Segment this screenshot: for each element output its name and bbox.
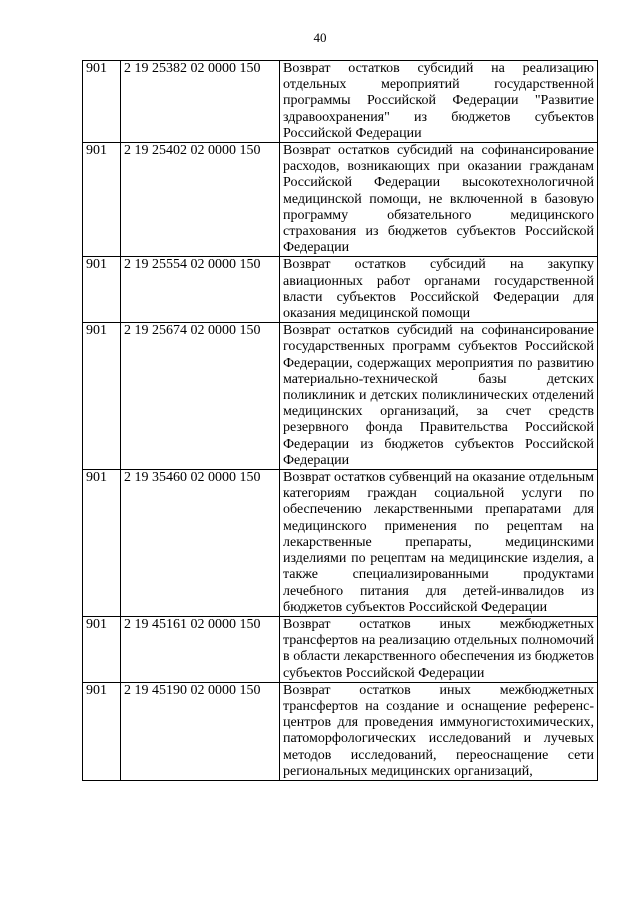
revenue-name-cell: Возврат остатков иных межбюджетных трансфертов на реализацию отдельных полномочий в области лекарственного обеспечения из бюджетов субъектов Российской Федерации bbox=[280, 616, 598, 682]
revenue-name-cell: Возврат остатков субсидий на софинансирование расходов, возникающих при оказании гражданам Российской Федерации высокотехнологичной медицинской помощи, не включенной в базовую программу обязательного медицинского страхования из бюджетов субъектов Российской Федерации bbox=[280, 143, 598, 257]
admin-code-cell: 901 bbox=[83, 257, 121, 323]
revenue-name-cell: Возврат остатков субсидий на софинансирование государственных программ субъектов Российской Федерации, содержащих мероприятия по развитию материально-технической базы детских поликлиник и детских поликлинических отделений медицинских организаций, за счет средств резервного фонда Правительства Российской Федерации из бюджетов субъектов Российской Федерации bbox=[280, 323, 598, 470]
budget-code-cell: 2 19 45161 02 0000 150 bbox=[121, 616, 280, 682]
table-row bbox=[83, 257, 598, 323]
budget-codes-table bbox=[82, 60, 598, 781]
admin-code-cell: 901 bbox=[83, 323, 121, 470]
budget-code-cell: 2 19 35460 02 0000 150 bbox=[121, 470, 280, 617]
budget-code-cell: 2 19 25674 02 0000 150 bbox=[121, 323, 280, 470]
admin-code-cell: 901 bbox=[83, 616, 121, 682]
revenue-name-cell: Возврат остатков иных межбюджетных трансфертов на создание и оснащение референс-центров для проведения иммуногистохимических, патоморфологических исследований и лучевых методов исследований, переоснащение сети региональных медицинских организаций, bbox=[280, 682, 598, 780]
budget-code-cell: 2 19 25402 02 0000 150 bbox=[121, 143, 280, 257]
page-number: 40 bbox=[313, 30, 327, 45]
table-row bbox=[83, 61, 598, 143]
table-row bbox=[83, 323, 598, 470]
admin-code-cell: 901 bbox=[83, 682, 121, 780]
budget-code-cell: 2 19 25554 02 0000 150 bbox=[121, 257, 280, 323]
admin-code-cell: 901 bbox=[83, 143, 121, 257]
revenue-name-cell: Возврат остатков субсидий на закупку авиационных работ органами государственной власти субъектов Российской Федерации для оказания медицинской помощи bbox=[280, 257, 598, 323]
table-row bbox=[83, 682, 598, 780]
table-row bbox=[83, 616, 598, 682]
admin-code-cell: 901 bbox=[83, 470, 121, 617]
budget-code-cell: 2 19 45190 02 0000 150 bbox=[121, 682, 280, 780]
table-row bbox=[83, 470, 598, 617]
table-row bbox=[83, 143, 598, 257]
revenue-name-cell: Возврат остатков субсидий на реализацию отдельных мероприятий государственной программы Российской Федерации "Развитие здравоохранения" из бюджетов субъектов Российской Федерации bbox=[280, 61, 598, 143]
admin-code-cell: 901 bbox=[83, 61, 121, 143]
budget-code-cell: 2 19 25382 02 0000 150 bbox=[121, 61, 280, 143]
revenue-name-cell: Возврат остатков субвенций на оказание отдельным категориям граждан социальной услуги по обеспечению лекарственными препаратами для медицинского применения по рецептам на лекарственные препараты, медицинскими изделиями по рецептам на медицинские изделия, а также специализированными продуктами лечебного питания для детей-инвалидов из бюджетов субъектов Российской Федерации bbox=[280, 470, 598, 617]
